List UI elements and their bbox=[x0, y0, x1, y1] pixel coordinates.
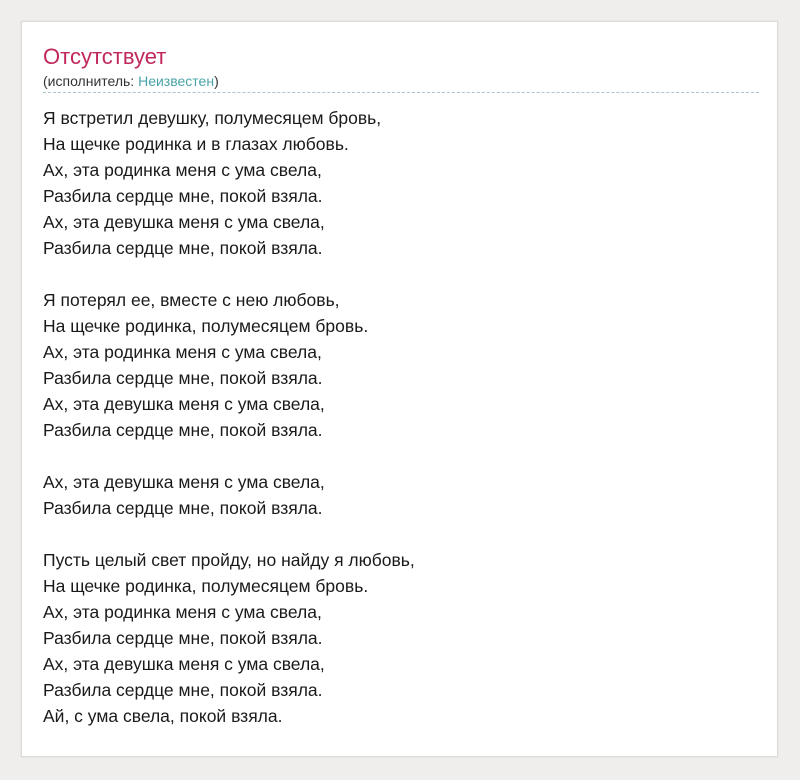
performer-line bbox=[43, 71, 759, 91]
stanza-break bbox=[43, 443, 759, 469]
lyric-line: Я встретил девушку, полумесяцем бровь, bbox=[43, 108, 382, 128]
lyric-line: Ай, с ума свела, покой взяла. bbox=[43, 706, 283, 726]
lyrics-text bbox=[43, 105, 759, 729]
lyric-line: На щечке родинка, полумесяцем бровь. bbox=[43, 576, 369, 596]
lyrics-card bbox=[21, 21, 778, 757]
lyric-line: Ах, эта девушка меня с ума свела, bbox=[43, 654, 325, 674]
lyric-line: Разбила сердце мне, покой взяла. bbox=[43, 628, 323, 648]
lyric-line: Ах, эта родинка меня с ума свела, bbox=[43, 602, 322, 622]
lyric-line: Разбила сердце мне, покой взяла. bbox=[43, 186, 323, 206]
artist-link[interactable]: Неизвестен bbox=[138, 73, 215, 89]
lyric-line: На щечке родинка, полумесяцем бровь. bbox=[43, 316, 369, 336]
lyric-line: Ах, эта родинка меня с ума свела, bbox=[43, 160, 322, 180]
lyric-line: На щечке родинка и в глазах любовь. bbox=[43, 134, 349, 154]
stanza-break bbox=[43, 521, 759, 547]
lyric-line: Ах, эта девушка меня с ума свела, bbox=[43, 472, 325, 492]
lyric-line: Ах, эта родинка меня с ума свела, bbox=[43, 342, 322, 362]
stanza-break bbox=[43, 261, 759, 287]
lyric-line: Ах, эта девушка меня с ума свела, bbox=[43, 212, 325, 232]
performer-label: исполнитель: bbox=[47, 73, 135, 89]
lyric-line: Я потерял ее, вместе с нею любовь, bbox=[43, 290, 340, 310]
song-title: Отсутствует bbox=[43, 44, 167, 69]
lyric-line: Разбила сердце мне, покой взяла. bbox=[43, 238, 323, 258]
lyric-line: Разбила сердце мне, покой взяла. bbox=[43, 420, 323, 440]
open-paren: ( bbox=[43, 73, 48, 89]
lyric-line: Разбила сердце мне, покой взяла. bbox=[43, 680, 323, 700]
close-paren: ) bbox=[214, 73, 219, 89]
lyric-line: Ах, эта девушка меня с ума свела, bbox=[43, 394, 325, 414]
song-header bbox=[43, 43, 759, 93]
lyric-line: Разбила сердце мне, покой взяла. bbox=[43, 368, 323, 388]
lyric-line: Разбила сердце мне, покой взяла. bbox=[43, 498, 323, 518]
lyric-line: Пусть целый свет пройду, но найду я любовь, bbox=[43, 550, 415, 570]
